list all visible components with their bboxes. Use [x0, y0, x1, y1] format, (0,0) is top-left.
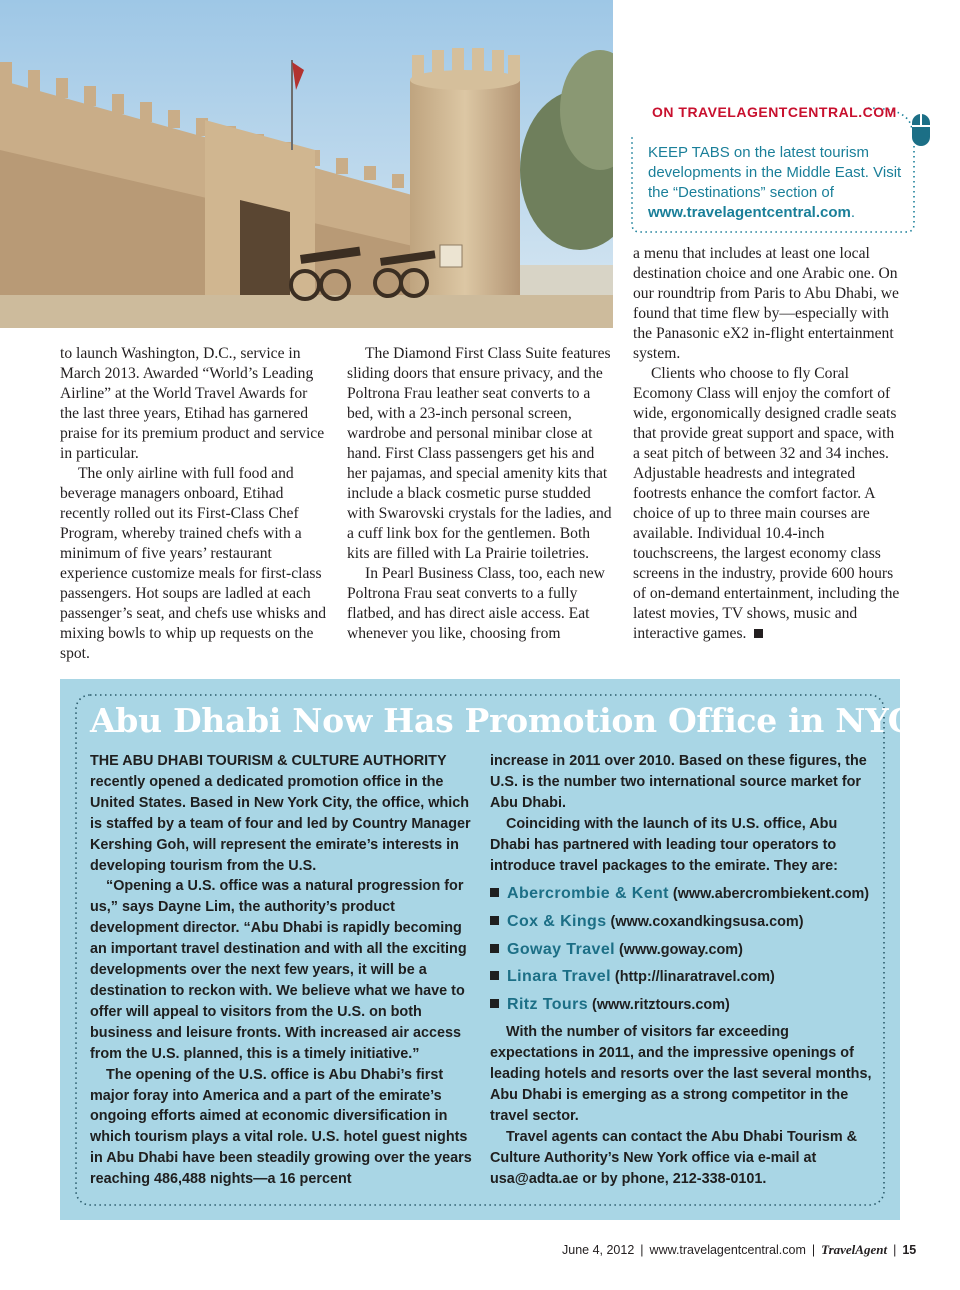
tour-operator-item [490, 963, 880, 991]
page-footer [562, 1242, 916, 1258]
sidebar-paragraph-text: recently opened a dedicated promotion office in the United States. Based in New York City, the office, which is staffed by a team of four and led by Country Manager Kershing Goh, will represent the emirate’s interests in developing tourism from the U.S. [90, 773, 471, 874]
tour-operator-item [490, 908, 880, 936]
article-column-3 [633, 244, 901, 644]
tour-operator-url[interactable]: (http://linaratravel.com) [614, 969, 775, 986]
sidebar-paragraph: increase in 2011 over 2010. Based on these figures, the U.S. is the number two international source market for Abu Dhabi. [490, 753, 867, 811]
sidebar-paragraph: Travel agents can contact the Abu Dhabi Tourism & Culture Authority’s New York office via e-mail at usa@adta.ae or by phone, 212-338-0101. [490, 1128, 858, 1187]
callout-heading: ON TRAVELAGENTCENTRAL.COM [652, 104, 897, 120]
footer-separator: | [640, 1243, 644, 1257]
footer-site-link[interactable]: www.travelagentcentral.com [649, 1243, 806, 1257]
article-column-2 [347, 344, 613, 644]
footer-separator: | [893, 1243, 897, 1257]
square-bullet-icon [490, 944, 499, 953]
article-paragraph: In Pearl Business Class, too, each new Poltrona Frau seat converts to a fully flatbed, and has direct aisle access. Eat whenever you like, choosing from [347, 565, 605, 642]
tour-operator-name: Ritz Tours [507, 995, 589, 1013]
footer-separator: | [811, 1243, 816, 1257]
sidebar-column-1 [90, 751, 475, 1190]
article-paragraph: The only airline with full food and beverage managers onboard, Etihad recently rolled out its First-Class Chef Program, whereby trained chefs with a minimum of five years’ restaurant experience customize meals for first-class passengers. Hot soups are ladled at each passenger’s seat, and chefs use whisks and mixing bowls to whip up requests on the spot. [60, 465, 327, 662]
callout-text-end: . [850, 204, 856, 221]
sidebar-paragraph: The opening of the U.S. office is Abu Dhabi’s first major foray into America and a part of the emirate’s ongoing efforts aimed at economic diversification in which tourism plays a vital role. U.S. hotel guest nights in Abu Dhabi have been steadily growing over the years reaching 486,488 nights—a 16 percent [90, 1066, 472, 1188]
tour-operator-url[interactable]: (www.coxandkingsusa.com) [610, 914, 804, 931]
sidebar-paragraph: With the number of visitors far exceeding expectations in 2011, and the impressive openings of leading hotels and resorts over the last several months, Abu Dhabi is emerging as a strong competitor in the travel sector. [490, 1024, 872, 1125]
square-bullet-icon [490, 888, 499, 897]
sidebar-column-2 [490, 751, 880, 1190]
sidebar-paragraph [90, 751, 475, 876]
tour-operator-url[interactable]: (www.goway.com) [618, 941, 743, 958]
callout-text [648, 143, 903, 223]
tour-operator-name: Linara Travel [507, 968, 611, 986]
promotion-office-sidebar [60, 679, 914, 1220]
tour-operator-item [490, 991, 880, 1019]
tour-operator-item [490, 936, 880, 964]
tour-operator-item [490, 880, 880, 908]
tour-operator-url[interactable]: (www.ritztours.com) [592, 996, 730, 1013]
sidebar-paragraph: Coinciding with the launch of its U.S. office, Abu Dhabi has partnered with leading tour operators to introduce travel packages to the emirate. They are: [490, 815, 838, 874]
computer-mouse-icon [910, 112, 932, 148]
issue-date: June 4, 2012 [562, 1243, 635, 1257]
tour-operator-list [490, 880, 880, 1018]
square-bullet-icon [490, 999, 499, 1008]
tour-operator-name: Cox & Kings [507, 913, 607, 931]
callout-url-link[interactable]: www.travelagentcentral.com [648, 204, 851, 221]
article-paragraph-text: Clients who choose to fly Coral Ecomony Class will enjoy the comfort of wide, ergonomically designed cradle seats that provide great support and space, with a seat pitch of between 32 and 34 inches. Adjustable headrests and integrated footrests enhance the comfort factor. A choice of up to three main courses are available. Individual 10.4-inch touchscreens, the largest economy class screens in the industry, provide 600 hours of on-demand entertainment, including the latest movies, TV shows, music and interactive games. [633, 365, 900, 642]
tour-operator-name: Abercrombie & Kent [507, 885, 669, 903]
article-paragraph: The Diamond First Class Suite features sliding doors that ensure privacy, and the Poltrona Frau leather seat converts to a bed, with a 23-inch personal screen, wardrobe and personal minibar close at hand. First Class passengers get his and her pajamas, and special amenity kits that include a black cosmetic purse studded with Swarovski crystals for the ladies, and a cuff link box for the gentlemen. Both kits are filled with La Prairie toiletries. [347, 345, 612, 562]
square-bullet-icon [490, 971, 499, 980]
article-paragraph: to launch Washington, D.C., service in March 2013. Awarded “World’s Leading Airline” at the World Travel Awards for the last three years, Etihad has garnered praise for its premium product and service in particular. [60, 345, 325, 462]
sidebar-lead-in: THE ABU DHABI TOURISM & CULTURE AUTHORITY [90, 753, 447, 769]
magazine-brand: TravelAgent [821, 1242, 888, 1257]
sidebar-title: Abu Dhabi Now Has Promotion Office in NYC [90, 701, 914, 740]
article-paragraph: a menu that includes at least one local destination choice and one Arabic one. On our roundtrip from Paris to Abu Dhabi, we found that time flew by—especially with the Panasonic eX2 in-flight entertainment system. [633, 245, 899, 362]
article-paragraph-final [633, 364, 901, 644]
square-bullet-icon [490, 916, 499, 925]
sidebar-paragraph: “Opening a U.S. office was a natural progression for us,” says Dayne Lim, the authority’s product development director. “Abu Dhabi is rapidly becoming an important travel destination and with all the exciting developments over the next few years, it will be a destination to reckon with. We believe what we have to offer will appeal to visitors from the U.S. on both business and leisure fronts. With increased air access from the U.S. planned, this is a timely initiative.” [90, 878, 467, 1062]
tour-operator-url[interactable]: (www.abercrombiekent.com) [672, 886, 870, 903]
end-of-story-mark [754, 629, 763, 638]
callout-text-lead: KEEP TABS on the latest tourism developments in the Middle East. Visit the “Destinations” section of [648, 144, 902, 201]
article-column-1 [60, 344, 328, 664]
page-number: 15 [902, 1243, 917, 1257]
tour-operator-name: Goway Travel [507, 940, 615, 958]
fort-photo [0, 0, 613, 328]
